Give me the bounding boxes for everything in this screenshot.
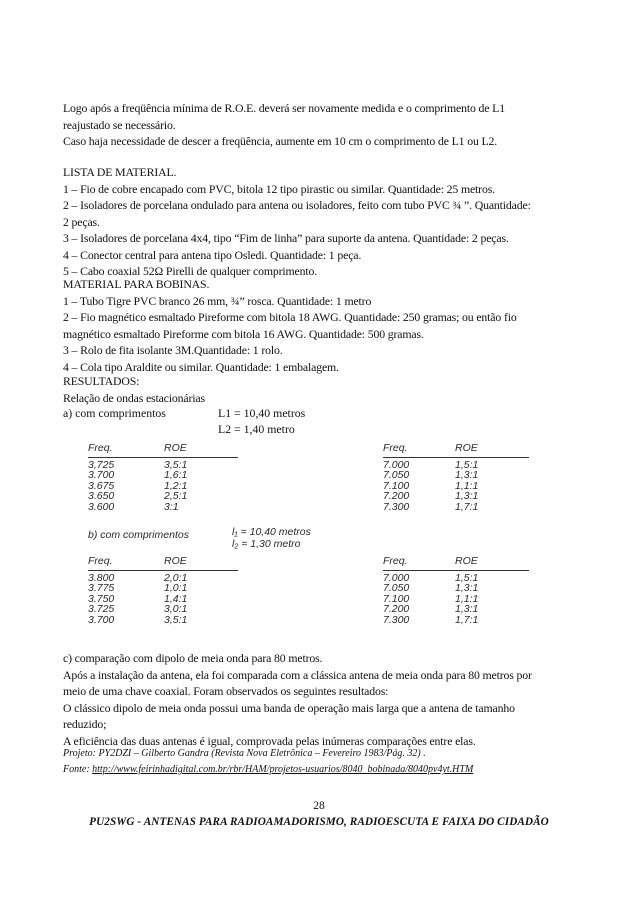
results-b-caption: b) com comprimentos xyxy=(88,529,189,541)
roe-cell: 1,3:1 xyxy=(455,490,479,503)
source-link[interactable]: http://www.feirinhadigital.com.br/rbr/HAM/projetos-usuarios/8040_bobinada/8040pv4yt.HTM xyxy=(92,764,474,775)
roe-cell: 1,2:1 xyxy=(164,479,188,492)
freq-cell: 3.725 xyxy=(88,603,115,616)
conclusion-paragraph xyxy=(63,650,583,749)
freq-cell: 7.050 xyxy=(383,582,410,595)
intro-paragraph xyxy=(63,100,583,150)
roe-cell: 3,5:1 xyxy=(164,459,188,471)
freq-cell: 3.650 xyxy=(88,490,115,503)
freq-cell: 7.100 xyxy=(383,592,410,605)
table-row xyxy=(88,502,238,512)
roe-cell: 3:1 xyxy=(164,500,179,513)
coil-material-list xyxy=(63,276,583,375)
table-row xyxy=(383,491,529,501)
freq-cell: 3.775 xyxy=(88,582,115,595)
results-a-l1: L1 = 10,40 metros xyxy=(218,406,306,420)
roe-cell: 2,0:1 xyxy=(164,572,188,584)
results-heading xyxy=(63,373,583,406)
coil-material-heading: MATERIAL PARA BOBINAS. xyxy=(63,277,210,291)
freq-cell: 3.800 xyxy=(88,572,115,584)
list-item: 4 – Cola tipo Araldite ou similar. Quantidade: 1 embalagem. xyxy=(63,359,339,374)
conclusion-heading: c) comparação com dipolo de meia onda para 80 metros. xyxy=(63,651,323,665)
results-title: RESULTADOS: xyxy=(63,374,140,388)
list-item: 4 – Conector central para antena tipo Osledi. Quantidade: 1 peça. xyxy=(63,247,362,262)
freq-header: Freq. xyxy=(88,442,113,454)
text-line: reduzido; xyxy=(63,717,107,731)
roe-cell: 1,7:1 xyxy=(455,500,479,513)
text-line: O clássico dipolo de meia onda possui uma banda de operação mais larga que a antena de tamanho xyxy=(63,700,515,715)
freq-cell: 7.000 xyxy=(383,459,410,471)
page-footer: PU2SWG - ANTENAS PARA RADIOAMADORISMO, RADIOESCUTA E FAIXA DO CIDADÃO xyxy=(89,816,549,828)
roe-cell: 3,0:1 xyxy=(164,603,188,616)
roe-cell: 2,5:1 xyxy=(164,490,188,503)
text-line: Logo após a freqüência mínima de R.O.E. deverá ser novamente medida e o comprimento de L1 xyxy=(63,101,505,115)
freq-header: Freq. xyxy=(383,555,408,567)
source-credit xyxy=(63,762,583,778)
results-a-l2: L2 = 1,40 metro xyxy=(218,422,295,436)
list-item: 3 – Rolo de fita isolante 3M.Quantidade: 1 rolo. xyxy=(63,343,283,357)
text-line: Após a instalação da antena, ela foi comparada com a clássica antena de meia onda para 80 metros por xyxy=(63,667,532,682)
results-a-table-40m xyxy=(383,442,529,512)
roe-header: ROE xyxy=(455,555,478,567)
table-row xyxy=(383,502,529,512)
freq-cell: 3.750 xyxy=(88,592,115,605)
results-b-l2: l₂ = 1,30 metro xyxy=(232,538,301,550)
table-row xyxy=(88,491,238,501)
table-row xyxy=(383,604,529,614)
source-label: Fonte: xyxy=(63,764,93,775)
freq-cell: 7.200 xyxy=(383,490,410,503)
freq-header: Freq. xyxy=(383,442,408,454)
freq-cell: 7.300 xyxy=(383,613,410,626)
header-rule xyxy=(88,457,238,458)
roe-cell: 1,6:1 xyxy=(164,469,188,482)
list-item: magnético esmaltado Pireforme com bitola 16 AWG. Quantidade: 500 gramas. xyxy=(63,326,424,341)
roe-cell: 1,3:1 xyxy=(455,603,479,616)
roe-cell: 1,4:1 xyxy=(164,592,188,605)
roe-cell: 1,5:1 xyxy=(455,572,479,584)
results-b-table-40m xyxy=(383,555,529,625)
freq-cell: 7.100 xyxy=(383,479,410,492)
freq-cell: 3.600 xyxy=(88,500,115,513)
header-rule xyxy=(383,457,529,458)
text-line: A eficiência das duas antenas é igual, comprovada pelas inúmeras comparações entre elas. xyxy=(63,733,476,748)
list-item: 2 – Fio magnético esmaltado Pireforme com bitola 18 AWG. Quantidade: 250 gramas; ou então fio xyxy=(63,310,517,324)
freq-cell: 3.700 xyxy=(88,469,115,482)
list-item: 1 – Fio de cobre encapado com PVC, bitola 12 tipo pirastic ou similar. Quantidade: 25 metros. xyxy=(63,181,495,196)
results-a-table-80m xyxy=(88,442,238,512)
roe-cell: 1,3:1 xyxy=(455,582,479,595)
header-rule xyxy=(88,570,238,571)
freq-cell: 3.700 xyxy=(88,613,115,626)
freq-cell: 7.050 xyxy=(383,469,410,482)
roe-cell: 1,3:1 xyxy=(455,469,479,482)
table-row xyxy=(383,615,529,625)
freq-cell: 3,725 xyxy=(88,459,115,471)
list-item: 3 – Isoladores de porcelana 4x4, tipo “Fim de linha” para suporte da antena. Quantidade: 2 peças. xyxy=(63,231,509,245)
table-row xyxy=(88,615,238,625)
roe-cell: 1,5:1 xyxy=(455,459,479,471)
roe-cell: 1,7:1 xyxy=(455,613,479,626)
list-item: 2 peças. xyxy=(63,214,100,229)
roe-cell: 1,1:1 xyxy=(455,592,479,605)
results-a-caption: a) com comprimentos xyxy=(63,406,166,420)
freq-cell: 3.675 xyxy=(88,479,115,492)
table-row xyxy=(88,604,238,614)
results-subtitle: Relação de ondas estacionárias xyxy=(63,390,205,405)
roe-header: ROE xyxy=(164,555,187,567)
project-credit: Projeto: PY2DZI – Gilberto Gandra (Revista Nova Eletrônica – Fevereiro 1983/Pág. 32) . xyxy=(63,748,426,759)
freq-header: Freq. xyxy=(88,555,113,567)
roe-cell: 1,1:1 xyxy=(455,479,479,492)
material-list-heading: LISTA DE MATERIAL. xyxy=(63,165,177,179)
text-line: reajustado se necessário. xyxy=(63,117,176,132)
page-number: 28 xyxy=(313,800,325,812)
freq-cell: 7.000 xyxy=(383,572,410,584)
text-line: meio de uma chave coaxial. Foram observados os seguintes resultados: xyxy=(63,684,389,698)
freq-cell: 7.200 xyxy=(383,603,410,616)
list-item: 1 – Tubo Tigre PVC branco 26 mm, ¾” rosca. Quantidade: 1 metro xyxy=(63,293,372,308)
freq-cell: 7.300 xyxy=(383,500,410,513)
roe-cell: 1,0:1 xyxy=(164,582,188,595)
list-item: 2 – Isoladores de porcelana ondulado para antena ou isoladores, feito com tubo PVC ¾ ”. Quantidade: xyxy=(63,198,531,212)
roe-cell: 3,5:1 xyxy=(164,613,188,626)
roe-header: ROE xyxy=(164,442,187,454)
roe-header: ROE xyxy=(455,442,478,454)
list-item: 5 – Cabo coaxial 52Ω Pirelli de qualquer comprimento. xyxy=(63,264,318,278)
results-b-l1: l₁ = 10,40 metros xyxy=(232,526,311,538)
text-line: Caso haja necessidade de descer a freqüência, aumente em 10 cm o comprimento de L1 ou L2. xyxy=(63,134,498,148)
results-b-table-80m xyxy=(88,555,238,625)
header-rule xyxy=(383,570,529,571)
material-list xyxy=(63,164,583,280)
